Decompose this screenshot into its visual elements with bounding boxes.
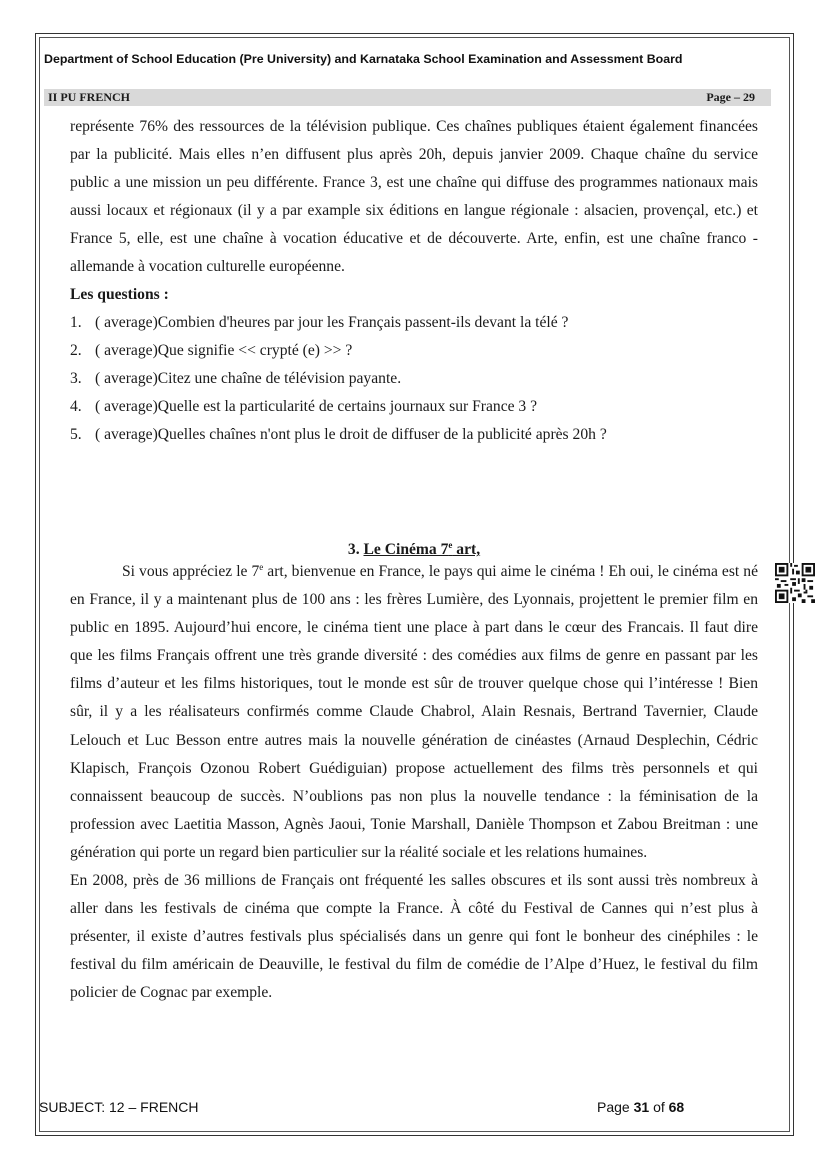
question-number: 5. [70, 426, 82, 443]
question-item [70, 309, 758, 337]
main-content [70, 113, 758, 449]
footer-subject: SUBJECT: 12 – FRENCH [39, 1099, 199, 1115]
section-number: 3. [347, 541, 360, 559]
inner-page-label: Page – 29 [706, 90, 755, 104]
question-text: ( average)Citez une chaîne de télévision payante. [95, 370, 402, 387]
subject-bar [44, 89, 771, 106]
question-number: 4. [70, 398, 82, 415]
question-text: ( average)Que signifie << crypté (e) >> ? [95, 342, 353, 359]
question-text: ( average)Quelle est la particularité de certains journaux sur France 3 ? [95, 398, 538, 415]
cinema-p1-rest: art, bienvenue en France, le pays qui aime le cinéma ! Eh oui, le cinéma est né en France, il y a maintenant plus de 100 ans : les frères Lumière, des Lyonnais, projettent le premier film en public en 1895. Aujourd’hui encore, le cinéma tient une place à part dans le cœur des Francais. Il faut dire que les films Français offrent une très grande diversité : des comédies aux films de genre en passant par les films d’auteur et les films historiques, tout le monde est sûr de trouver quelque chose qui l’intéresse ! Bien sûr, il y a les réalisateurs confirmés comme Claude Chabrol, Alain Resnais, Bertrand Tavernier, Claude Lelouch et Luc Besson entre autres mais la nouvelle génération de cinéastes (Arnaud Desplechin, Cédric Klapisch, François Ozonou Robert Guédiguian) propose actuellement des films très personnels et qui connaissent beaucoup de succès. N’oublions pas non plus la nouvelle tendance : la féminisation de la profession avec Laetitia Masson, Agnès Jaoui, Tonie Marshall, Danièle Thompson et Zabou Breitman : une génération qui porte un regard bien particulier sur la réalité sociale et les relations humaines. [70, 563, 758, 861]
section-heading [364, 541, 481, 558]
question-item [70, 393, 758, 421]
question-item [70, 365, 758, 393]
question-item [70, 421, 758, 449]
section-heading-text: Le Cinéma 7 [363, 541, 449, 559]
section-heading-sup: e [448, 540, 453, 550]
qr-code-icon [775, 563, 815, 603]
questions-list [70, 309, 758, 449]
question-item [70, 337, 758, 365]
footer-page-of: of [653, 1099, 665, 1115]
question-text: ( average)Quelles chaînes n'ont plus le droit de diffuser de la publicité après 20h ? [95, 426, 607, 443]
section-heading-end: art, [452, 541, 481, 559]
footer-page-total: 68 [668, 1099, 685, 1115]
question-number: 1. [70, 314, 82, 331]
questions-title: Les questions : [70, 286, 169, 303]
question-text: ( average)Combien d'heures par jour les Français passent-ils devant la télé ? [95, 314, 569, 331]
question-number: 2. [70, 342, 82, 359]
footer-page-word: Page [597, 1099, 630, 1115]
board-header: Department of School Education (Pre University) and Karnataka School Examination and Assessment Board [44, 52, 683, 66]
footer-page-number [597, 1099, 684, 1115]
cinema-p1-sup: e [259, 561, 264, 572]
intro-paragraph: représente 76% des ressources de la télévision publique. Ces chaînes publiques étaient également financées par la publicité. Mais elles n’en diffusent plus après 20h, depuis janvier 2009. Chaque chaîne du service public a une mission un peu différente. France 3, est une chaîne qui diffuse des programmes nationaux mais aussi locaux et régionaux (il y a par example six éditions en langue régionale : alsacien, provençal, etc.) et France 5, elle, est une chaîne à vocation éducative et de découverte. Arte, enfin, est une chaîne franco -allemande à vocation culturelle européenne. [70, 118, 758, 275]
cinema-p1-start: Si vous appréciez le 7 [122, 563, 260, 580]
course-label: II PU FRENCH [48, 90, 131, 104]
cinema-paragraph-1 [70, 558, 758, 867]
cinema-paragraph-2: En 2008, près de 36 millions de Français ont fréquenté les salles obscures et ils sont aussi très nombreux à aller dans les festivals de cinéma que compte la France. À côté du Festival de Cannes qui n’est plus à présenter, il existe d’autres festivals plus spécialisés dans un genre qui font le bonheur des cinéphiles : le festival du film américain de Deauville, le festival du film de comédie de l’Alpe d’Huez, le festival du film policier de Cognac par exemple. [70, 872, 758, 1002]
footer-page-current: 31 [633, 1099, 650, 1115]
question-number: 3. [70, 370, 82, 387]
cinema-content [70, 558, 758, 1008]
